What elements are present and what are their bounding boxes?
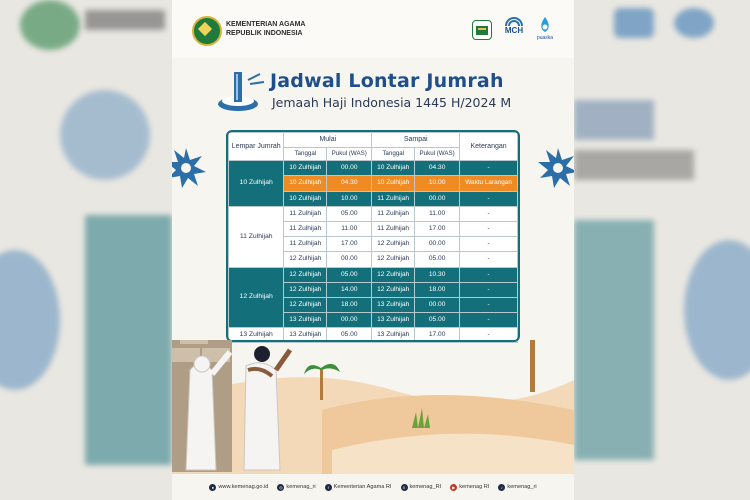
cell-mp: 18.00 — [327, 297, 372, 312]
cell-ket: - — [460, 252, 518, 267]
mch-logo-icon — [502, 16, 526, 42]
cell-ket: - — [460, 297, 518, 312]
cell-mp: 05.00 — [327, 267, 372, 282]
facebook-icon: f — [325, 484, 332, 491]
footer-web-label: www.kemenag.go.id — [218, 484, 269, 490]
cell-st: 12 Zulhijah — [372, 252, 415, 267]
cell-sp: 05.00 — [415, 313, 460, 328]
hajj-logo-icon — [472, 20, 492, 40]
col-header-pukul-sampai: Pukul (WAS) — [415, 148, 460, 161]
cell-st: 12 Zulhijah — [372, 237, 415, 252]
col-header-pukul-mulai: Pukul (WAS) — [327, 148, 372, 161]
col-header-lempar: Lempar Jumrah — [229, 133, 284, 161]
page-title: Jadwal Lontar Jumrah — [270, 70, 504, 92]
cell-st: 13 Zulhijah — [372, 313, 415, 328]
cell-ket: - — [460, 267, 518, 282]
ornament-left-icon — [172, 146, 208, 190]
footer-youtube[interactable] — [450, 484, 489, 491]
cell-ket: - — [460, 206, 518, 221]
cell-mt: 12 Zulhijah — [284, 282, 327, 297]
table-row — [229, 206, 518, 221]
footer-youtube-label: kemenag RI — [459, 484, 490, 490]
cell-mt: 11 Zulhijah — [284, 206, 327, 221]
tiktok-icon: ♪ — [498, 484, 505, 491]
cell-mt: 10 Zulhijah — [284, 191, 327, 206]
footer-x[interactable] — [401, 484, 442, 491]
col-header-tanggal-sampai: Tanggal — [372, 148, 415, 161]
cell-mt: 13 Zulhijah — [284, 328, 327, 343]
cell-st: 13 Zulhijah — [372, 297, 415, 312]
ornament-right-icon — [536, 146, 574, 190]
cell-st: 11 Zulhijah — [372, 191, 415, 206]
org-line1: KEMENTERIAN AGAMA — [226, 21, 306, 28]
cell-mt: 12 Zulhijah — [284, 267, 327, 282]
cell-sp: 04.30 — [415, 161, 460, 176]
schedule-table — [228, 132, 518, 343]
cell-mp: 00.00 — [327, 161, 372, 176]
cell-sp: 17.00 — [415, 328, 460, 343]
footer-instagram-label: kemenag_ri — [286, 484, 316, 490]
footer-facebook[interactable] — [325, 484, 392, 491]
cell-mt: 12 Zulhijah — [284, 252, 327, 267]
org-name — [226, 20, 305, 38]
cell-sp: 00.00 — [415, 297, 460, 312]
lempar-group-label: 12 Zulhijah — [229, 267, 284, 328]
cell-ket: - — [460, 328, 518, 343]
lempar-group-label: 10 Zulhijah — [229, 161, 284, 207]
cell-sp: 05.00 — [415, 252, 460, 267]
backdrop-right — [574, 0, 750, 500]
poster — [172, 0, 574, 500]
kemenag-logo-icon — [192, 16, 222, 46]
page-subtitle: Jemaah Haji Indonesia 1445 H/2024 M — [272, 95, 512, 110]
lempar-group-label: 13 Zulhijah — [229, 328, 284, 343]
cell-mt: 11 Zulhijah — [284, 237, 327, 252]
instagram-icon: ◎ — [279, 484, 283, 490]
cell-st: 10 Zulhijah — [372, 161, 415, 176]
jamarat-monument-icon — [216, 68, 268, 116]
cell-sp: 11.00 — [415, 206, 460, 221]
col-header-keterangan: Keterangan — [460, 133, 518, 161]
cell-mt: 12 Zulhijah — [284, 297, 327, 312]
cell-ket: - — [460, 191, 518, 206]
cell-ket: - — [460, 237, 518, 252]
footer-facebook-label: Kementerian Agama RI — [333, 484, 392, 490]
cell-ket: - — [460, 161, 518, 176]
globe-icon: ● — [209, 484, 216, 491]
cell-ket: - — [460, 282, 518, 297]
cell-mt: 13 Zulhijah — [284, 313, 327, 328]
footer-tiktok-label: kemenag_ri — [507, 484, 537, 490]
cell-ket: - — [460, 313, 518, 328]
cell-sp: 00.00 — [415, 237, 460, 252]
cell-mt: 10 Zulhijah — [284, 176, 327, 191]
cell-st: 11 Zulhijah — [372, 221, 415, 236]
x-icon: X — [401, 484, 408, 491]
cell-sp: 10.30 — [415, 267, 460, 282]
cell-sp: 10.00 — [415, 176, 460, 191]
cell-mp: 00.00 — [327, 313, 372, 328]
cell-mp: 00.00 — [327, 252, 372, 267]
cell-st: 12 Zulhijah — [372, 267, 415, 282]
cell-st: 11 Zulhijah — [372, 206, 415, 221]
col-header-mulai: Mulai — [284, 133, 372, 148]
col-header-sampai: Sampai — [372, 133, 460, 148]
cell-mt: 11 Zulhijah — [284, 221, 327, 236]
table-row — [229, 267, 518, 282]
cell-st: 12 Zulhijah — [372, 282, 415, 297]
org-line2: REPUBLIK INDONESIA — [226, 30, 303, 37]
cell-mp: 14.00 — [327, 282, 372, 297]
cell-mt: 10 Zulhijah — [284, 161, 327, 176]
cell-st: 13 Zulhijah — [372, 328, 415, 343]
cell-ket: Waktu Larangan — [460, 176, 518, 191]
puaska-logo-icon — [534, 15, 556, 43]
cell-st: 10 Zulhijah — [372, 176, 415, 191]
lempar-group-label: 11 Zulhijah — [229, 206, 284, 267]
mch-label: MCH — [504, 26, 524, 35]
footer-web[interactable] — [209, 484, 268, 491]
youtube-icon: ▶ — [452, 484, 456, 490]
cell-mp: 17.00 — [327, 237, 372, 252]
cell-sp: 17.00 — [415, 221, 460, 236]
cell-sp: 00.00 — [415, 191, 460, 206]
cell-mp: 05.00 — [327, 206, 372, 221]
header-bar — [172, 0, 574, 58]
cell-mp: 05.00 — [327, 328, 372, 343]
cell-mp: 10.00 — [327, 191, 372, 206]
cell-sp: 18.00 — [415, 282, 460, 297]
col-header-tanggal-mulai: Tanggal — [284, 148, 327, 161]
cell-mp: 04.30 — [327, 176, 372, 191]
cell-ket: - — [460, 221, 518, 236]
footer-instagram[interactable] — [277, 484, 315, 491]
backdrop-left — [0, 0, 172, 500]
puaska-label: puaska — [536, 35, 554, 41]
footer-bar — [172, 474, 574, 500]
table-row — [229, 161, 518, 176]
cell-mp: 11.00 — [327, 221, 372, 236]
footer-tiktok[interactable] — [498, 484, 536, 491]
footer-x-label: kemenag_RI — [409, 484, 442, 490]
